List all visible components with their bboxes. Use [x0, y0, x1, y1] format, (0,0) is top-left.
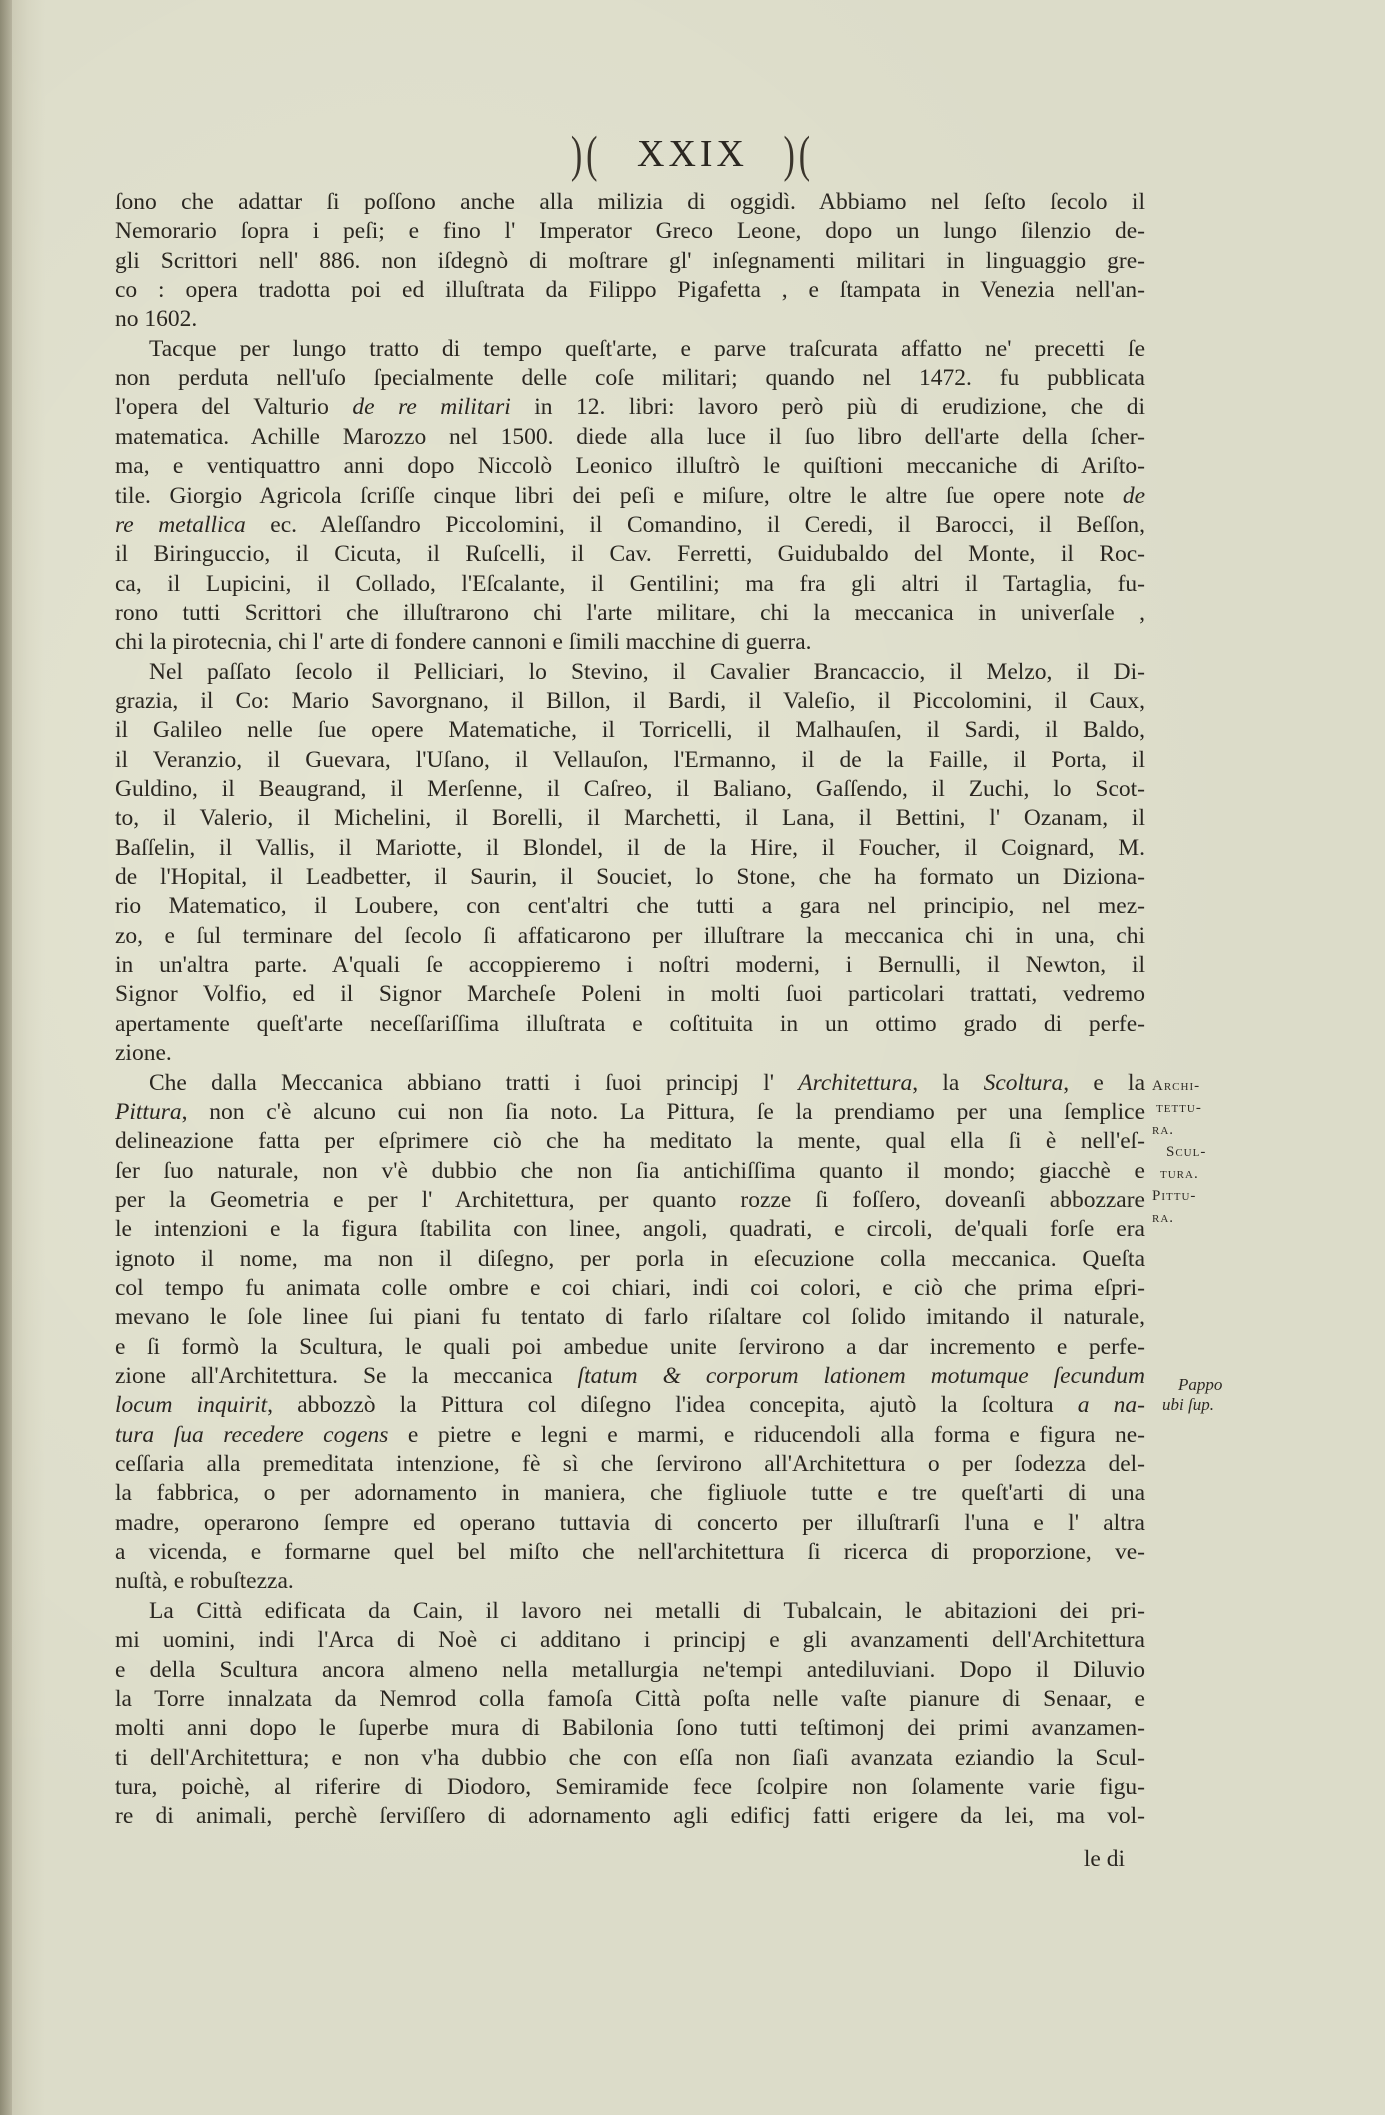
text-line: Baſſelin, il Vallis, il Mariotte, il Blondel, il de la Hire, il Foucher, il Coignard, M.: [115, 834, 1145, 861]
margin-note-line: Archi-: [1152, 1078, 1201, 1094]
text-line: nuſtà, e robuſtezza.: [115, 1568, 294, 1595]
text-line: Guldino, il Beaugrand, il Merſenne, il Caſreo, il Baliano, Gaſſendo, il Zuchi, lo Scot-: [115, 776, 1145, 802]
text-line: gli Scrittori nell' 886. non iſdegnò di moſtrare gl' inſegnamenti militari in linguaggio gre-: [115, 247, 1145, 274]
text-line: co : opera tradotta poi ed illuſtrata da Filippo Pigafetta , e ſtampata in Venezia nell'an-: [115, 277, 1145, 304]
italic-phrase: de: [1122, 482, 1145, 509]
text-line: chi la pirotecnia, chi l' arte di fondere cannoni e ſimili macchine di guerra.: [115, 629, 812, 656]
italic-phrase: Scoltura: [983, 1069, 1064, 1096]
text-line: col tempo fu animata colle ombre e coi chiari, indi coi colori, e ciò che prima eſpri-: [115, 1274, 1145, 1301]
text-line: e della Scultura ancora almeno nella metallurgia ne'tempi antediluviani. Dopo il Diluvio: [115, 1656, 1145, 1683]
italic-phrase: re metallica: [115, 511, 246, 538]
text-line: Signor Volfio, ed il Signor Marcheſe Poleni in molti ſuoi particolari trattati, vedremo: [115, 981, 1145, 1008]
text-line: non perduta nell'uſo ſpecialmente delle coſe militari; quando nel 1472. fu pubblicata: [115, 365, 1145, 392]
text-line: per la Geometria e per l' Architettura, per quanto rozze ſi foſſero, doveanſi abbozzare: [115, 1186, 1145, 1213]
catchword: le di: [1083, 1846, 1125, 1872]
italic-phrase: de re militari: [352, 394, 511, 421]
text-line: ignoto il nome, ma non il diſegno, per porla in eſecuzione colla meccanica. Queſta: [115, 1245, 1145, 1272]
page-gutter-shadow: [0, 0, 12, 2115]
margin-note-line: Scul-: [1166, 1144, 1207, 1160]
text-line: la Torre innalzata da Nemrod colla famoſa Città poſta nelle vaſte pianure di Senaar, e: [115, 1685, 1145, 1712]
text-line: a vicenda, e formarne quel bel miſto che nell'architettura ſi ricerca di proporzione, ve-: [115, 1539, 1145, 1566]
text-line: la fabbrica, o per adornamento in maniera, che figliuole tutte e tre queſt'arti di una: [115, 1480, 1145, 1507]
header-ornament-right: )(: [783, 127, 815, 183]
text-line: Tacque per lungo tratto di tempo queſt'arte, e parve traſcurata affatto ne' precetti ſe: [149, 335, 1145, 362]
text-line: ſono che adattar ſi poſſono anche alla milizia di oggidì. Abbiamo nel ſeſto ſecolo il: [115, 189, 1145, 215]
text-line: ma, e ventiquattro anni dopo Niccolò Leonico illuſtrò le quiſtioni meccaniche di Ariſto-: [115, 453, 1145, 480]
italic-phrase: a na-: [1077, 1392, 1145, 1419]
page-number-header: [0, 127, 1385, 183]
text-line: molti anni dopo le ſuperbe mura di Babilonia ſono tutti teſtimonj dei primi avanzamen-: [115, 1715, 1145, 1742]
text-line: Nel paſſato ſecolo il Pelliciari, lo Stevino, il Cavalier Brancaccio, il Melzo, il Di-: [149, 658, 1145, 685]
italic-phrase: Pittura: [115, 1098, 182, 1125]
text-line: apertamente queſt'arte neceſſariſſima illuſtrata e coſtituita in un ottimo grado di perfe-: [115, 1010, 1145, 1037]
text-line: re di animali, perchè ſerviſſero di adornamento agli edificj fatti erigere da lei, ma vol-: [115, 1803, 1145, 1830]
margin-note-line: ubi ſup.: [1162, 1395, 1214, 1414]
text-line: matematica. Achille Marozzo nel 1500. diede alla luce il ſuo libro dell'arte della ſcher-: [115, 423, 1145, 450]
margin-note-line: Pappo: [1178, 1375, 1223, 1394]
margin-note-line: tettu-: [1156, 1100, 1202, 1116]
text-line: La Città edificata da Cain, il lavoro nei metalli di Tubalcain, le abitazioni dei pri-: [149, 1597, 1145, 1624]
text-line: il Veranzio, il Guevara, l'Uſano, il Vellauſon, l'Ermanno, il de la Faille, il Porta, il: [115, 746, 1145, 773]
text-line: ti dell'Architettura; e non v'ha dubbio che con eſſa non ſiaſi avanzata eziandio la Scul-: [115, 1744, 1145, 1771]
text-line: tura ſua recedere cogens e pietre e legni e marmi, e riducendoli alla forma e figura ne-: [115, 1421, 1145, 1448]
text-line: madre, operarono ſempre ed operano tuttavia di concerto per illuſtrarſi l'una e l' altra: [115, 1509, 1145, 1536]
italic-phrase: ſtatum & corporum lationem motumque ſecundum: [577, 1363, 1145, 1389]
margin-note-arts: [1152, 1075, 1232, 1229]
margin-note-line: ra.: [1152, 1210, 1175, 1226]
italic-phrase: locum inquirit: [115, 1392, 268, 1419]
text-line: l'opera del Valturio de re militari in 12. libri: lavoro però più di erudizione, che di: [115, 394, 1145, 421]
text-line: tile. Giorgio Agricola ſcriſſe cinque libri dei peſi e miſure, oltre le altre ſue opere note de: [115, 482, 1145, 509]
text-line: e ſi formò la Scultura, le quali poi ambedue unite ſervirono a dar incremento e perfe-: [115, 1333, 1145, 1360]
italic-phrase: Architettura: [798, 1069, 913, 1096]
text-line: Nemorario ſopra i peſi; e fino l' Imperator Greco Leone, dopo un lungo ſilenzio de-: [115, 218, 1145, 245]
text-line: il Galileo nelle ſue opere Matematiche, il Torricelli, il Malhauſen, il Sardi, il Baldo,: [115, 717, 1145, 744]
text-line: grazia, il Co: Mario Savorgnano, il Billon, il Bardi, il Valeſio, il Piccolomini, il Caux,: [115, 687, 1145, 714]
text-line: ca, il Lupicini, il Collado, l'Eſcalante, il Gentilini; ma fra gli altri il Tartaglia, fu-: [115, 570, 1145, 597]
text-line: le intenzioni e la figura ſtabilita con linee, angoli, quadrati, e circoli, de'quali forſe era: [115, 1216, 1145, 1243]
text-line: Che dalla Meccanica abbiano tratti i ſuoi principj l' Architettura, la Scoltura, e la: [149, 1069, 1145, 1096]
page-number: XXIX: [637, 133, 748, 175]
margin-note-line: Pittu-: [1152, 1188, 1197, 1204]
text-line: tura, poichè, al riferire di Diodoro, Semiramide fece ſcolpire non ſolamente varie figu-: [115, 1773, 1145, 1800]
text-line: delineazione fatta per eſprimere ciò che ha meditato la mente, qual ella ſi è nell'eſ-: [115, 1128, 1145, 1155]
text-line: zione all'Architettura. Se la meccanica ſtatum & corporum lationem motumque ſecundum: [115, 1363, 1145, 1389]
text-line: in un'altra parte. A'quali ſe accoppieremo i noſtri moderni, i Bernulli, il Newton, il: [115, 952, 1145, 979]
text-line: to, il Valerio, il Michelini, il Borelli, il Marchetti, il Lana, il Bettini, l' Ozanam, il: [115, 805, 1145, 832]
text-line: de l'Hopital, il Leadbetter, il Saurin, il Souciet, lo Stone, che ha formato un Diziona-: [115, 864, 1145, 891]
header-ornament-left: )(: [570, 127, 602, 183]
margin-note-line: tura.: [1160, 1166, 1199, 1182]
text-line: mi uomini, indi l'Arca di Noè ci additano i principj e gli avanzamenti dell'Architettura: [115, 1627, 1145, 1654]
text-line: ceſſaria alla premeditata intenzione, fè sì che ſervirono all'Architettura o per ſodezza del-: [115, 1451, 1145, 1478]
text-line: re metallica ec. Aleſſandro Piccolomini, il Comandino, il Ceredi, il Barocci, il Beſſon,: [115, 511, 1145, 538]
text-line: mevano le ſole linee ſui piani fu tentato di farlo riſaltare col ſolido imitando il naturale,: [115, 1304, 1145, 1331]
text-line: ſer ſuo naturale, non v'è dubbio che non ſia antichiſſima quanto il mondo; giacchè e: [115, 1157, 1145, 1184]
text-line: Pittura, non c'è alcuno cui non ſia noto. La Pittura, ſe la prendiamo per una ſemplice: [115, 1098, 1145, 1125]
text-line: no 1602.: [115, 306, 198, 333]
text-line: zo, e ſul terminare del ſecolo ſi affaticarono per illuſtrare la meccanica chi in una, chi: [115, 922, 1145, 949]
text-line: zione.: [115, 1040, 172, 1067]
margin-note-citation: [1162, 1375, 1237, 1415]
text-line: locum inquirit, abbozzò la Pittura col diſegno l'idea concepita, ajutò la ſcoltura a na-: [115, 1392, 1145, 1419]
text-line: rono tutti Scrittori che illuſtrarono chi l'arte militare, chi la meccanica in univerſale ,: [115, 599, 1145, 626]
margin-note-line: ra.: [1152, 1122, 1175, 1138]
text-line: rio Matematico, il Loubere, con cent'altri che tutti a gara nel principio, nel mez-: [115, 893, 1145, 920]
text-line: il Biringuccio, il Cicuta, il Ruſcelli, il Cav. Ferretti, Guidubaldo del Monte, il Roc-: [115, 541, 1145, 568]
italic-phrase: tura ſua recedere cogens: [115, 1421, 389, 1448]
